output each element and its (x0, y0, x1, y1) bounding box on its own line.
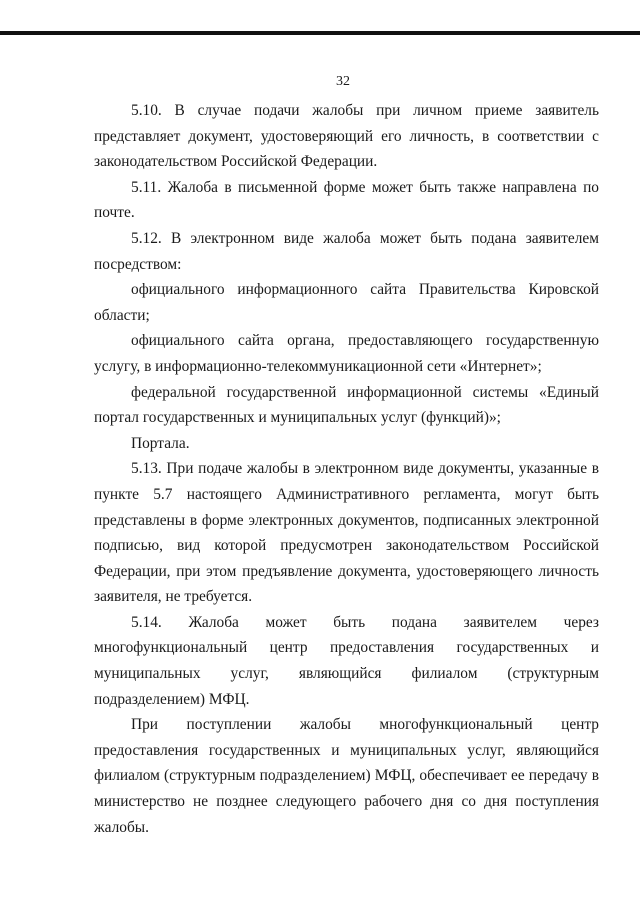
paragraph-mfc-transfer: При поступлении жалобы многофункциональный центр предоставления государственных и муниципальных услуг, являющийся филиалом (структурным подразделением) МФЦ, обеспечивает ее передачу в министерство не позднее следующего рабочего дня со дня поступления жалобы. (94, 716, 599, 836)
header-rule (0, 31, 640, 35)
document-body (94, 98, 599, 840)
page-number: 32 (336, 74, 350, 89)
paragraph-5-10: 5.10. В случае подачи жалобы при личном приеме заявитель представляет документ, удостоверяющий его личность, в соответствии с законодательством Российской Федерации. (94, 102, 599, 171)
paragraph-5-11: 5.11. Жалоба в письменной форме может быть также направлена по почте. (94, 178, 599, 222)
paragraph-5-14: 5.14. Жалоба может быть подана заявителем через многофункциональный центр предоставления государственных и муниципальных услуг, являющийся филиалом (структурным подразделением) МФЦ. (94, 613, 599, 708)
list-item-regional-site: официального информационного сайта Правительства Кировской области; (94, 281, 599, 324)
list-item-agency-site: официального сайта органа, предоставляющего государственную услугу, в информационно-телекоммуникационной сети «Интернет»; (94, 332, 599, 375)
paragraph-5-12: 5.12. В электронном виде жалоба может быть подана заявителем посредством: (94, 229, 599, 273)
list-item-portal: Портала. (131, 434, 190, 452)
paragraph-5-13: 5.13. При подаче жалобы в электронном виде документы, указанные в пункте 5.7 настоящего Административного регламента, могут быть представлены в форме электронных документов, подписанных электронной подписью, вид которой предусмотрен законодательством Российской Федерации, при этом предъявление документа, удостоверяющего личность заявителя, не требуется. (94, 460, 599, 606)
list-item-federal-portal: федеральной государственной информационной системы «Единый портал государственных и муниципальных услуг (функций)»; (94, 383, 599, 427)
